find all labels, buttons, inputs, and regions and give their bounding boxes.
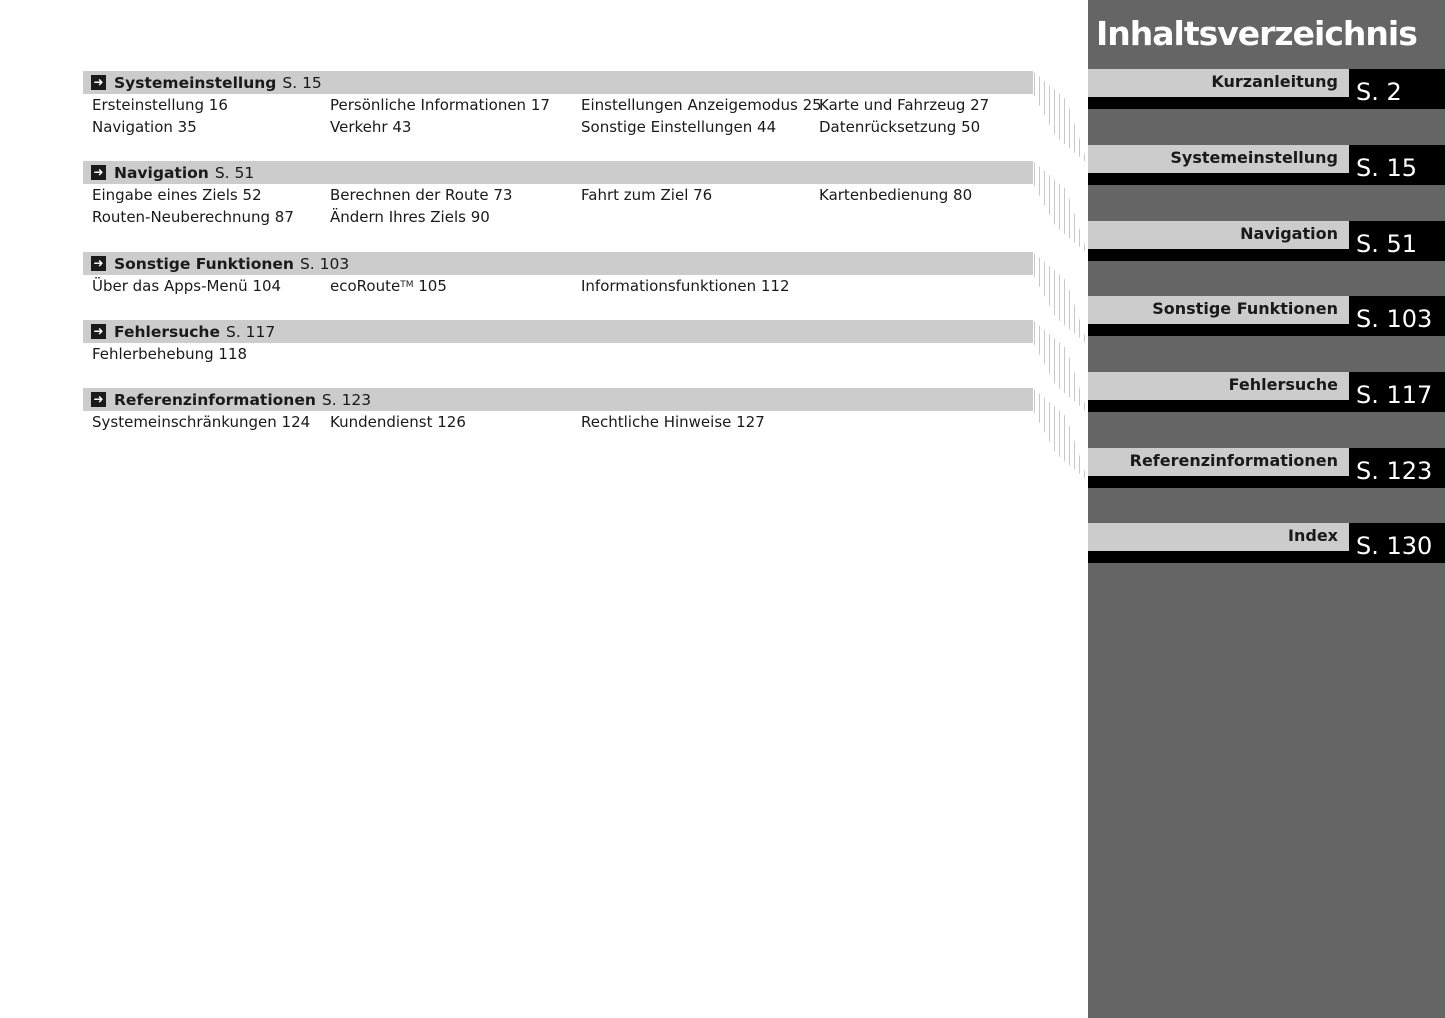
toc-link[interactable]: Systemeinschränkungen 124	[92, 413, 311, 431]
section-header[interactable]	[83, 388, 1033, 411]
section-page: S. 15	[282, 73, 322, 92]
toc-link[interactable]: Rechtliche Hinweise 127	[581, 413, 765, 431]
arrow-right-icon: ➜	[91, 165, 106, 180]
entry-row	[83, 275, 1033, 297]
tab-navigation[interactable]	[1088, 221, 1445, 261]
section-page: S. 103	[299, 254, 350, 273]
tab-index[interactable]	[1088, 523, 1445, 563]
section-fehlersuche	[83, 320, 1033, 365]
toc-link[interactable]: Kundendienst 126	[330, 413, 466, 431]
tab-systemeinstellung[interactable]	[1088, 145, 1445, 185]
arrow-right-icon: ➜	[91, 75, 106, 90]
toc-link[interactable]: Berechnen der Route 73	[330, 186, 513, 204]
tab-label: Kurzanleitung	[1088, 69, 1349, 97]
tab-label: Referenzinformationen	[1088, 448, 1349, 476]
tab-page: S. 123	[1349, 448, 1445, 488]
tab-label: Sonstige Funktionen	[1088, 296, 1349, 324]
trademark-mark: TM	[400, 280, 414, 290]
tab-page: S. 130	[1349, 523, 1445, 563]
arrow-right-icon: ➜	[91, 392, 106, 407]
section-title: Referenzinformationen	[114, 390, 316, 409]
section-title: Navigation	[114, 163, 209, 182]
entry-row	[83, 411, 1033, 433]
tab-page: S. 103	[1349, 296, 1445, 336]
entry-row	[83, 116, 1033, 138]
tab-page: S. 2	[1349, 69, 1445, 109]
section-systemeinstellung	[83, 71, 1033, 138]
toc-link[interactable]: Ersteinstellung 16	[92, 96, 228, 114]
tab-page: S. 117	[1349, 372, 1445, 412]
section-title: Sonstige Funktionen	[114, 254, 294, 273]
toc-link[interactable]: Fahrt zum Ziel 76	[581, 186, 713, 204]
entry-row	[83, 184, 1033, 206]
toc-link[interactable]: Persönliche Informationen 17	[330, 96, 550, 114]
toc-link[interactable]: Verkehr 43	[330, 118, 412, 136]
arrow-right-icon: ➜	[91, 256, 106, 271]
section-header[interactable]	[83, 161, 1033, 184]
arrow-right-icon: ➜	[91, 324, 106, 339]
ecoroute-page: 105	[418, 277, 447, 295]
connector-hatch	[1034, 72, 1088, 164]
section-sonstige-funktionen	[83, 252, 1033, 297]
toc-link[interactable]: Karte und Fahrzeug 27	[819, 96, 990, 114]
section-title: Fehlersuche	[114, 322, 220, 341]
section-header[interactable]	[83, 252, 1033, 275]
toc-link[interactable]: Routen-Neuberechnung 87	[92, 208, 294, 226]
sidebar	[1088, 0, 1445, 1018]
section-header[interactable]	[83, 71, 1033, 94]
tab-label: Fehlersuche	[1088, 372, 1349, 400]
sidebar-title: Inhaltsverzeichnis	[1096, 14, 1417, 53]
toc-link[interactable]: Ändern Ihres Ziels 90	[330, 208, 490, 226]
toc-link[interactable]: Datenrücksetzung 50	[819, 118, 981, 136]
toc-link[interactable]: Navigation 35	[92, 118, 197, 136]
toc-link-ecoroute[interactable]	[330, 277, 447, 295]
tab-label: Navigation	[1088, 221, 1349, 249]
ecoroute-name: ecoRoute	[330, 277, 401, 295]
tab-label: Systemeinstellung	[1088, 145, 1349, 173]
section-referenzinformationen	[83, 388, 1033, 433]
toc-link[interactable]: Kartenbedienung 80	[819, 186, 973, 204]
section-page: S. 123	[321, 390, 372, 409]
toc-link[interactable]: Einstellungen Anzeigemodus 25	[581, 96, 822, 114]
toc-link[interactable]: Sonstige Einstellungen 44	[581, 118, 777, 136]
tab-page: S. 51	[1349, 221, 1445, 261]
entry-row	[83, 343, 1033, 365]
tab-sonstige-funktionen[interactable]	[1088, 296, 1445, 336]
tab-referenzinformationen[interactable]	[1088, 448, 1445, 488]
section-page: S. 51	[214, 163, 255, 182]
section-header[interactable]	[83, 320, 1033, 343]
section-navigation	[83, 161, 1033, 228]
entry-row	[83, 206, 1033, 228]
tab-label: Index	[1088, 523, 1349, 551]
tab-fehlersuche[interactable]	[1088, 372, 1445, 412]
entry-row	[83, 94, 1033, 116]
connector-hatch	[1034, 162, 1088, 254]
tab-kurzanleitung[interactable]	[1088, 69, 1445, 109]
toc-link[interactable]: Eingabe eines Ziels 52	[92, 186, 262, 204]
tab-page: S. 15	[1349, 145, 1445, 185]
toc-link[interactable]: Informationsfunktionen 112	[581, 277, 790, 295]
section-page: S. 117	[225, 322, 276, 341]
toc-link[interactable]: Über das Apps-Menü 104	[92, 277, 282, 295]
toc-link[interactable]: Fehlerbehebung 118	[92, 345, 248, 363]
section-title: Systemeinstellung	[114, 73, 277, 92]
